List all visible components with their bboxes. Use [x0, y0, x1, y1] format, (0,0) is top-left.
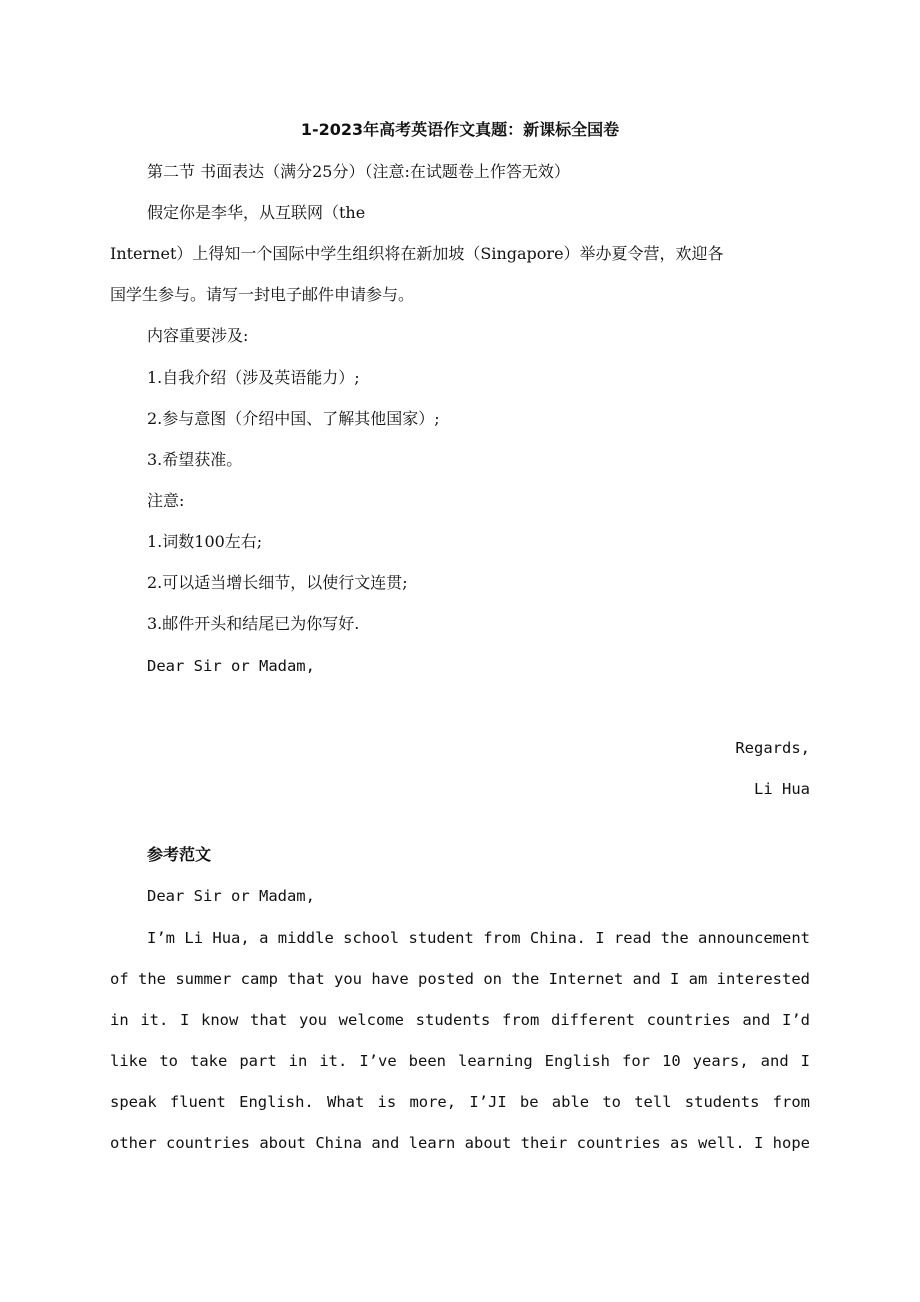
sample-line: in it. I know that you welcome students from different countries and I’d — [110, 1011, 810, 1029]
sample-line: I’m Li Hua, a middle school student from China. I read the announcement — [147, 929, 810, 947]
sample-line: other countries about China and learn about their countries as well. I hope — [110, 1134, 810, 1152]
sample-line: like to take part in it. I’ve been learning English for 10 years, and I — [110, 1052, 810, 1070]
notes-item: 3.邮件开头和结尾已为你写好. — [147, 614, 360, 633]
page-title: 1-2023年高考英语作文真题：新课标全国卷 — [300, 120, 620, 139]
content-item: 1.自我介绍（涉及英语能力）; — [147, 368, 360, 387]
sample-line: speak fluent English. What is more, I’JI be able to tell students from — [110, 1093, 810, 1111]
content-heading: 内容重要涉及: — [147, 326, 249, 345]
letter-closing: Regards, — [735, 739, 810, 757]
sample-salutation: Dear Sir or Madam, — [147, 887, 315, 905]
letter-signature: Li Hua — [754, 780, 810, 798]
notes-item: 1.词数100左右; — [147, 532, 263, 551]
sample-heading: 参考范文 — [147, 845, 212, 864]
content-item: 2.参与意图（介绍中国、了解其他国家）; — [147, 409, 440, 428]
prompt-line-2: Internet）上得知一个国际中学生组织将在新加坡（Singapore）举办夏令营，欢迎各 — [110, 244, 724, 263]
prompt-line-3: 国学生参与。请写一封电子邮件申请参与。 — [110, 285, 415, 304]
notes-heading: 注意: — [147, 491, 185, 510]
sample-line: of the summer camp that you have posted on the Internet and I am interested — [110, 970, 810, 988]
section-header: 第二节 书面表达（满分25分）（注意:在试题卷上作答无效） — [147, 162, 570, 181]
notes-item: 2.可以适当增长细节，以使行文连贯; — [147, 573, 408, 592]
letter-salutation: Dear Sir or Madam, — [147, 657, 315, 675]
content-item: 3.希望获准。 — [147, 450, 243, 469]
prompt-line-1: 假定你是李华，从互联网（the — [147, 203, 366, 222]
